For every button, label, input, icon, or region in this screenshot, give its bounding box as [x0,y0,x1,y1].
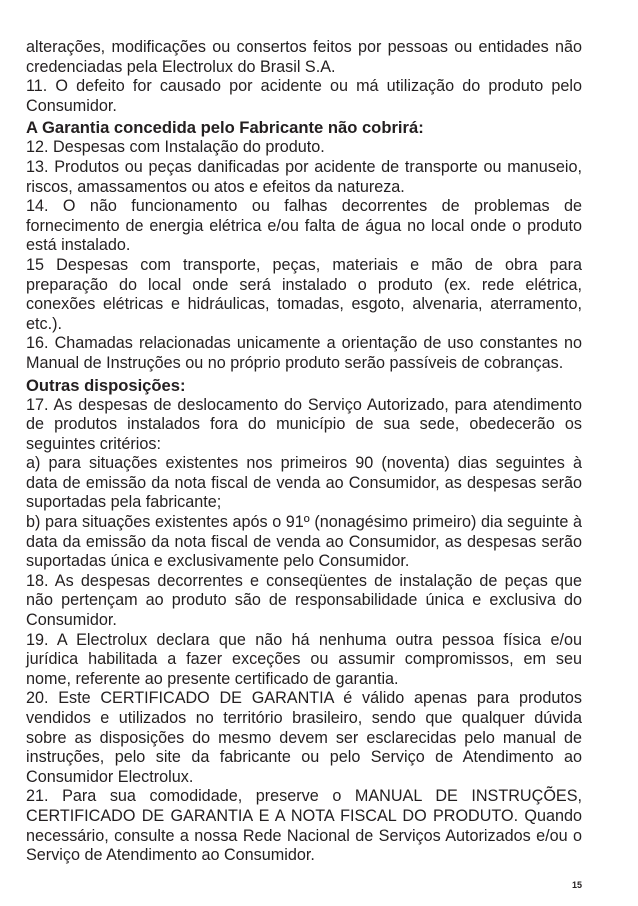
paragraph-item-12: 12. Despesas com Instalação do produto. [26,138,325,157]
heading-other-provisions: Outras disposições: [26,375,186,395]
paragraph-item-19: 19. A Electrolux declara que não há nenhuma outra pessoa física e/ou jurídica habilitada a fazer exceções ou assumir compromissos, em seu nome, referente ao presente certificado de garantia. [26,630,582,688]
document-page [26,38,582,866]
page-number: 15 [571,880,582,890]
paragraph-item-17: 17. As despesas de deslocamento do Serviço Autorizado, para atendimento de produtos instalados fora do município de sua sede, obedecerão os seguintes critérios: [26,395,582,453]
paragraph-item-16: 16. Chamadas relacionadas unicamente a orientação de uso constantes no Manual de Instruções ou no próprio produto serão passíveis de cobranças. [26,334,582,372]
paragraph-item-15: 15 Despesas com transporte, peças, materiais e mão de obra para preparação do local onde será instalado o produto (ex. rede elétrica, conexões elétricas e hidráulicas, tomadas, esgoto, alvenaria, aterramento, etc.). [26,255,582,333]
paragraph-item-13: 13. Produtos ou peças danificadas por acidente de transporte ou manuseio, riscos, amassamentos ou atos e efeitos da natureza. [26,157,582,196]
paragraph-item-14: 14. O não funcionamento ou falhas decorrentes de problemas de fornecimento de energia elétrica e/ou falta de água no local onde o produto está instalado. [26,197,582,255]
paragraph-item-17b: b) para situações existentes após o 91º (nonagésimo primeiro) dia seguinte à data da emissão da nota fiscal de venda ao Consumidor, as despesas serão suportadas única e exclusivamente pelo Consumidor. [26,513,582,571]
paragraph-item-18: 18. As despesas decorrentes e conseqüentes de instalação de peças que não pertençam ao produto são de responsabilidade única e exclusiva do Consumidor. [26,571,582,630]
heading-not-covered: A Garantia concedida pelo Fabricante não cobrirá: [26,118,424,138]
paragraph-item-17a: a) para situações existentes nos primeiros 90 (noventa) dias seguintes à data de emissão da nota fiscal de venda ao Consumidor, as despesas serão suportadas pela fabricante; [26,454,582,512]
paragraph-item-11: 11. O defeito for causado por acidente ou má utilização do produto pelo Consumidor. [26,77,582,115]
paragraph-item-21: 21. Para sua comodidade, preserve o MANUAL DE INSTRUÇÕES, CERTIFICADO DE GARANTIA E A NOTA FISCAL DO PRODUTO. Quando necessário, consulte a nossa Rede Nacional de Serviços Autorizados e/ou o Serviço de Atendimento ao Consumidor. [26,787,582,865]
paragraph-continued-item: alterações, modificações ou consertos feitos por pessoas ou entidades não credenciadas pela Electrolux do Brasil S.A. [26,38,582,76]
paragraph-item-20: 20. Este CERTIFICADO DE GARANTIA é válido apenas para produtos vendidos e utilizados no território brasileiro, sendo que qualquer dúvida sobre as disposições do mesmo devem ser esclarecidas pelo manual de instruções, pelo site da fabricante ou pelo Serviço de Atendimento ao Consumidor Electrolux. [26,689,582,786]
